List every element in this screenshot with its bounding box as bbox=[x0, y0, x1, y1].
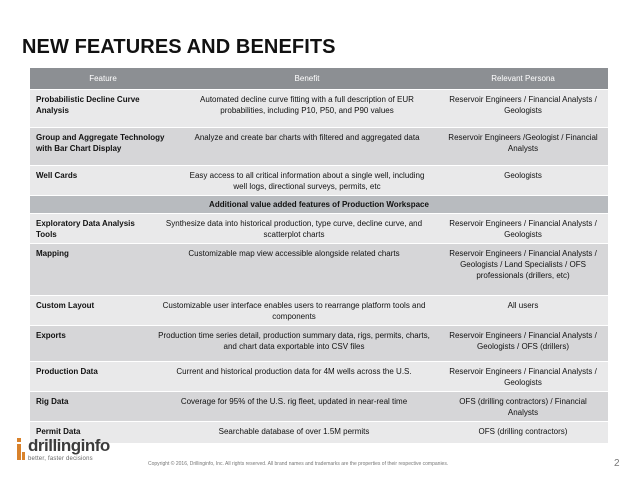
benefit-cell: Customizable user interface enables users to rearrange platform tools and components bbox=[162, 301, 426, 321]
benefit-cell: Coverage for 95% of the U.S. rig fleet, updated in near-real time bbox=[180, 397, 408, 406]
drillinginfo-logo-icon bbox=[16, 438, 25, 460]
benefit-cell: Customizable map view accessible alongside related charts bbox=[188, 249, 400, 258]
persona-cell: All users bbox=[507, 301, 539, 310]
table-row bbox=[30, 296, 608, 326]
table-row bbox=[30, 244, 608, 296]
feature-cell: Permit Data bbox=[36, 427, 81, 436]
table-row bbox=[30, 214, 608, 244]
benefit-cell: Automated decline curve fitting with a full description of EUR probabilities, including P10, P50, and P90 values bbox=[200, 95, 414, 115]
persona-cell: Reservoir Engineers / Financial Analysts / Geologists bbox=[449, 95, 597, 115]
table-row bbox=[30, 166, 608, 196]
table-row bbox=[30, 422, 608, 444]
feature-cell: Production Data bbox=[36, 367, 98, 376]
header-benefit: Benefit bbox=[294, 74, 320, 83]
logo-wordmark: drillinginfo bbox=[28, 436, 110, 455]
page-number: 2 bbox=[614, 458, 620, 469]
table-row bbox=[30, 326, 608, 362]
persona-cell: Reservoir Engineers /Geologist / Financial Analysts bbox=[448, 133, 598, 153]
benefit-cell: Current and historical production data for 4M wells across the U.S. bbox=[176, 367, 412, 376]
table-row bbox=[30, 392, 608, 422]
persona-cell: Reservoir Engineers / Financial Analysts / Geologists / OFS (drillers) bbox=[449, 331, 597, 351]
feature-cell: Probabilistic Decline Curve Analysis bbox=[36, 95, 140, 115]
table-banner: Additional value added features of Production Workspace bbox=[30, 196, 608, 214]
table-row bbox=[30, 128, 608, 166]
persona-cell: OFS (drilling contractors) / Financial Analysts bbox=[459, 397, 587, 417]
feature-cell: Rig Data bbox=[36, 397, 69, 406]
features-table bbox=[30, 68, 608, 444]
header-persona: Relevant Persona bbox=[491, 74, 555, 83]
persona-cell: Reservoir Engineers / Financial Analysts / Geologists / Land Specialists / OFS professionals (drillers, etc) bbox=[449, 249, 597, 280]
table-row bbox=[30, 90, 608, 128]
feature-cell: Exports bbox=[36, 331, 66, 340]
persona-cell: Geologists bbox=[504, 171, 542, 180]
logo-tagline: better, faster decisions bbox=[28, 456, 93, 462]
persona-cell: OFS (drilling contractors) bbox=[478, 427, 568, 436]
header-feature: Feature bbox=[89, 74, 117, 83]
feature-cell: Exploratory Data Analysis Tools bbox=[36, 219, 135, 239]
feature-cell: Well Cards bbox=[36, 171, 78, 180]
benefit-cell: Searchable database of over 1.5M permits bbox=[218, 427, 370, 436]
persona-cell: Reservoir Engineers / Financial Analysts / Geologists bbox=[449, 367, 597, 387]
benefit-cell: Synthesize data into historical production, type curve, decline curve, and scatterplot charts bbox=[165, 219, 423, 239]
feature-cell: Mapping bbox=[36, 249, 69, 258]
copyright-footer: Copyright © 2016, Drillinginfo, Inc. All rights reserved. All brand names and trademarks are the properties of their respective companies. bbox=[148, 461, 449, 467]
benefit-cell: Production time series detail, production summary data, rigs, permits, charts, and chart data exportable into CSV files bbox=[158, 331, 430, 351]
benefit-cell: Analyze and create bar charts with filtered and aggregated data bbox=[194, 133, 420, 142]
feature-cell: Custom Layout bbox=[36, 301, 95, 310]
feature-cell: Group and Aggregate Technology with Bar Chart Display bbox=[36, 133, 165, 153]
persona-cell: Reservoir Engineers / Financial Analysts / Geologists bbox=[449, 219, 597, 239]
table-header bbox=[30, 68, 608, 90]
benefit-cell: Easy access to all critical information about a single well, including well logs, directional surveys, permits, etc bbox=[189, 171, 425, 191]
table-row bbox=[30, 362, 608, 392]
page-title: NEW FEATURES AND BENEFITS bbox=[22, 36, 336, 58]
